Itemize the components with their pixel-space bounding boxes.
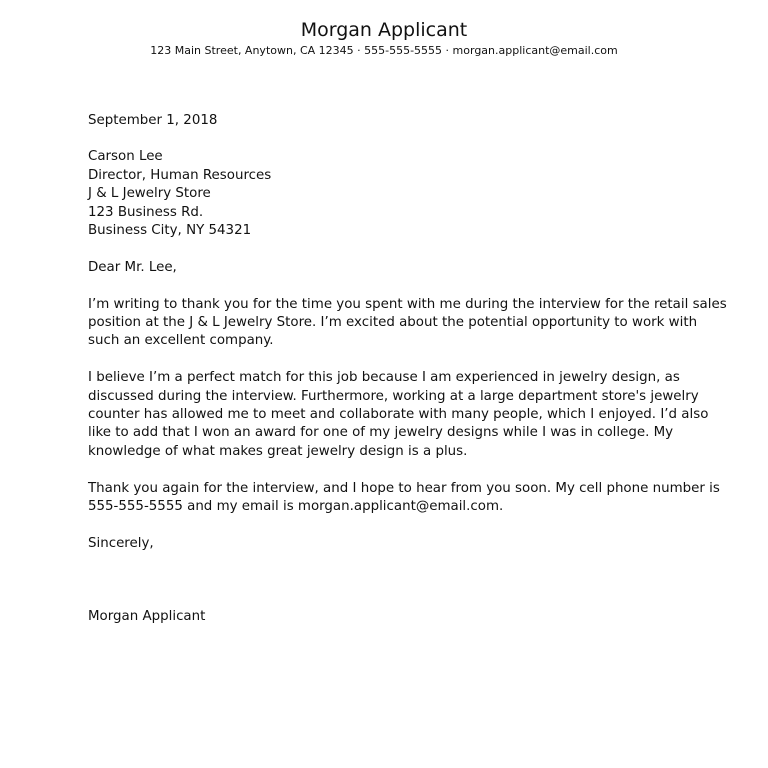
letterhead-contact: 123 Main Street, Anytown, CA 12345 · 555-555-5555 · morgan.applicant@email.com (150, 44, 618, 57)
paragraph-line: such an excellent company. (88, 333, 274, 349)
recipient-address (88, 148, 688, 240)
paragraph-line: like to add that I won an award for one of my jewelry designs while I was in college. My (88, 425, 674, 441)
paragraph-line: counter has allowed me to meet and collaborate with many people, which I enjoyed. I’d also (88, 407, 709, 423)
closing: Sincerely, (88, 535, 154, 551)
paragraph-line: knowledge of what makes great jewelry design is a plus. (88, 443, 468, 459)
letter-date: September 1, 2018 (88, 113, 218, 128)
signature-name: Morgan Applicant (88, 609, 206, 625)
letter-body (88, 112, 727, 627)
letterhead-name: Morgan Applicant (300, 19, 468, 41)
body-paragraph-3 (88, 480, 720, 517)
recipient-city-state-zip: Business City, NY 54321 (88, 223, 252, 239)
salutation: Dear Mr. Lee, (88, 259, 177, 275)
paragraph-line: discussed during the interview. Furthermore, working at a large department store's jewelry (88, 388, 699, 404)
paragraph-line: position at the J & L Jewelry Store. I’m excited about the potential opportunity to work with (88, 315, 698, 331)
recipient-street: 123 Business Rd. (88, 204, 204, 220)
paragraph-line: Thank you again for the interview, and I hope to hear from you soon. My cell phone number is (88, 480, 720, 496)
recipient-company: J & L Jewelry Store (88, 186, 211, 202)
paragraph-line: 555-555-5555 and my email is morgan.applicant@email.com. (88, 499, 504, 515)
paragraph-line: I believe I’m a perfect match for this job because I am experienced in jewelry design, as (88, 370, 680, 386)
body-paragraph-1 (88, 296, 727, 351)
letterhead (0, 18, 768, 60)
recipient-name: Carson Lee (88, 149, 163, 165)
recipient-title: Director, Human Resources (88, 167, 272, 183)
body-paragraph-2 (88, 369, 709, 461)
paragraph-line: I’m writing to thank you for the time you spent with me during the interview for the retail sales (88, 296, 727, 312)
